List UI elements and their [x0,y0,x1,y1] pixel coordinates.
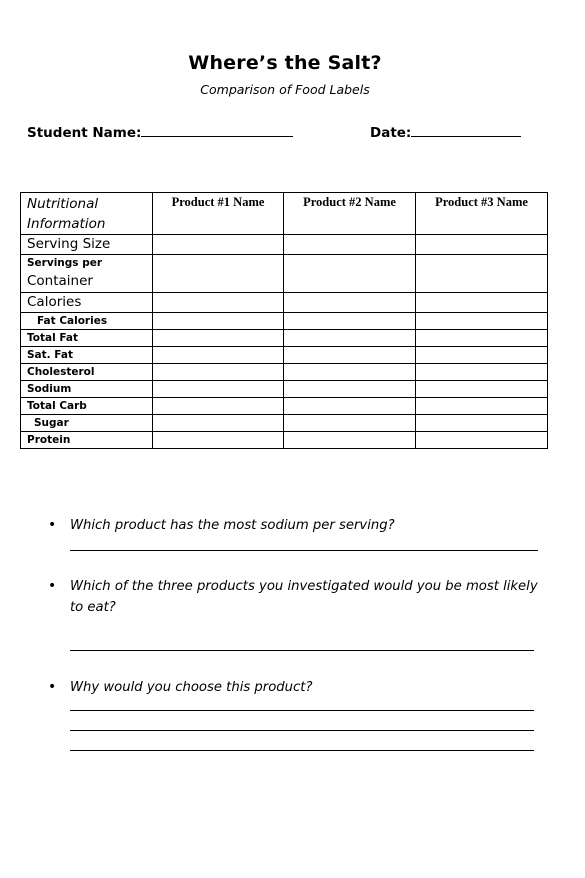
product-1-cell[interactable] [153,364,284,381]
product-1-cell[interactable] [153,255,284,293]
header-product-1: Product #1 Name [153,193,284,235]
product-2-cell[interactable] [284,381,416,398]
date-field[interactable] [370,122,521,141]
table-row [21,381,548,398]
row-label-calories: Calories [21,293,153,313]
row-label-fat-calories: Fat Calories [21,313,153,330]
table-header-row [21,193,548,235]
student-name-field[interactable] [27,122,293,141]
bullet-icon: • [48,578,57,594]
date-blank[interactable] [411,122,521,137]
product-3-cell[interactable] [416,313,548,330]
product-2-cell[interactable] [284,235,416,255]
page-title: Where’s the Salt? [188,52,382,74]
table-row [21,293,548,313]
row-label-cholesterol: Cholesterol [21,364,153,381]
row-label-sodium: Sodium [21,381,153,398]
product-3-cell[interactable] [416,330,548,347]
page-subtitle: Comparison of Food Labels [200,82,370,97]
table-row [21,330,548,347]
table-row [21,235,548,255]
product-3-cell[interactable] [416,432,548,449]
product-1-cell[interactable] [153,347,284,364]
bullet-icon: • [48,679,57,695]
row-label-servings-per-container: Servings per Container [21,255,153,293]
product-2-cell[interactable] [284,313,416,330]
product-3-cell[interactable] [416,347,548,364]
question-1-text: Which product has the most sodium per serving? [70,518,395,533]
product-1-cell[interactable] [153,381,284,398]
header-nutritional-information: Nutritional Information [21,193,153,235]
product-3-cell[interactable] [416,235,548,255]
table-row [21,255,548,293]
product-2-cell[interactable] [284,255,416,293]
product-2-cell[interactable] [284,330,416,347]
student-name-blank[interactable] [141,122,293,137]
header-product-3: Product #3 Name [416,193,548,235]
table-row [21,313,548,330]
product-3-cell[interactable] [416,381,548,398]
table-row [21,364,548,381]
product-2-cell[interactable] [284,347,416,364]
table-row [21,432,548,449]
row-label-total-carb: Total Carb [21,398,153,415]
question-2-text: Which of the three products you investigated would you be most likely to eat? [70,579,538,615]
product-3-cell[interactable] [416,398,548,415]
question-3-text: Why would you choose this product? [70,680,313,695]
table-row [21,415,548,432]
product-3-cell[interactable] [416,293,548,313]
product-1-cell[interactable] [153,313,284,330]
product-1-cell[interactable] [153,432,284,449]
product-1-cell[interactable] [153,415,284,432]
table-row [21,398,548,415]
row-label-serving-size: Serving Size [21,235,153,255]
answer-line-1[interactable] [70,550,538,551]
student-name-label: Student Name: [27,125,142,141]
row-label-sat-fat: Sat. Fat [21,347,153,364]
date-label: Date: [370,125,412,141]
table-row [21,347,548,364]
header-product-2: Product #2 Name [284,193,416,235]
product-2-cell[interactable] [284,432,416,449]
bullet-icon: • [48,517,57,533]
product-1-cell[interactable] [153,235,284,255]
answer-line-3a[interactable] [70,710,534,711]
nutrition-comparison-table [20,192,548,449]
product-3-cell[interactable] [416,364,548,381]
product-2-cell[interactable] [284,398,416,415]
product-3-cell[interactable] [416,255,548,293]
product-2-cell[interactable] [284,293,416,313]
answer-line-3b[interactable] [70,730,534,731]
answer-line-3c[interactable] [70,750,534,751]
row-label-sugar: Sugar [21,415,153,432]
product-1-cell[interactable] [153,398,284,415]
row-label-total-fat: Total Fat [21,330,153,347]
product-2-cell[interactable] [284,364,416,381]
answer-line-2[interactable] [70,650,534,651]
product-2-cell[interactable] [284,415,416,432]
product-1-cell[interactable] [153,293,284,313]
product-1-cell[interactable] [153,330,284,347]
product-3-cell[interactable] [416,415,548,432]
row-label-protein: Protein [21,432,153,449]
